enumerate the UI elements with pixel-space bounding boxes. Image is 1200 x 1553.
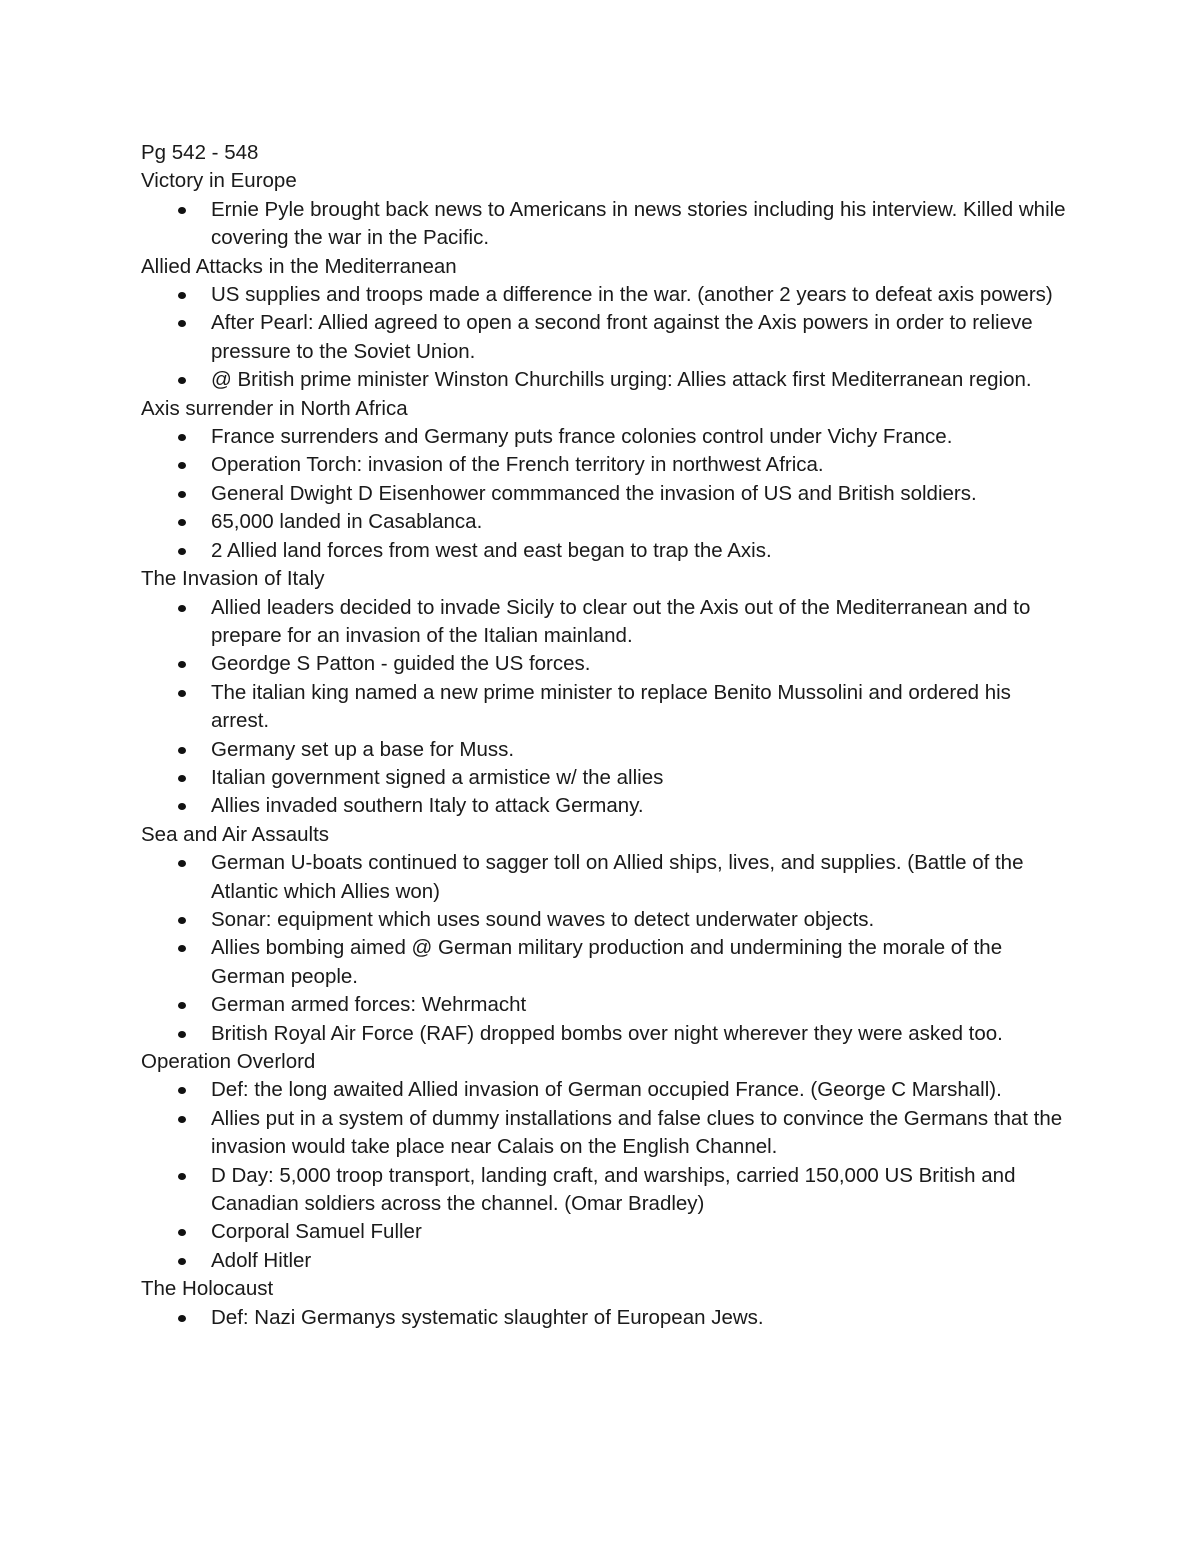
bullet-icon [178,1002,186,1009]
bullet-list [141,423,1071,565]
list-item: General Dwight D Eisenhower commmanced the invasion of US and British soldiers. [141,480,1071,508]
list-item: 65,000 landed in Casablanca. [141,508,1071,536]
list-item: Italian government signed a armistice w/ the allies [141,764,1071,792]
section-heading: Victory in Europe [141,169,297,193]
list-item: Allies invaded southern Italy to attack Germany. [141,792,1071,820]
section-allied-attacks-mediterranean [141,253,1071,395]
section-the-holocaust [141,1275,1071,1332]
section-heading: Operation Overlord [141,1050,316,1073]
bullet-list [141,594,1071,821]
list-item: German armed forces: Wehrmacht [141,991,1071,1019]
list-item: Germany set up a base for Muss. [141,736,1071,764]
bullet-icon [178,320,186,327]
list-item: Sonar: equipment which uses sound waves to detect underwater objects. [141,906,1071,934]
list-item: German U-boats continued to sagger toll on Allied ships, lives, and supplies. (Battle of the Atlantic which Allies won) [141,849,1071,906]
bullet-icon [178,860,186,867]
bullet-icon [178,519,186,526]
bullet-icon [178,1258,186,1265]
bullet-icon [178,1173,186,1180]
section-heading: The Holocaust [141,1277,274,1301]
bullet-icon [178,690,186,697]
bullet-icon [178,1229,186,1236]
list-item: France surrenders and Germany puts france colonies control under Vichy France. [141,423,1071,451]
bullet-icon [178,803,186,810]
list-item: Def: the long awaited Allied invasion of German occupied France. (George C Marshall). [141,1076,1071,1104]
section-heading: Allied Attacks in the Mediterranean [141,254,457,278]
bullet-icon [178,462,186,469]
bullet-icon [178,775,186,782]
section-operation-overlord [141,1048,1071,1275]
list-item: Allies put in a system of dummy installations and false clues to convince the Germans that the invasion would take place near Calais on the English Channel. [141,1105,1071,1162]
bullet-icon [178,207,186,214]
list-item: The italian king named a new prime minister to replace Benito Mussolini and ordered his arrest. [141,679,1071,736]
list-item: @ British prime minister Winston Churchills urging: Allies attack first Mediterranean region. [141,366,1071,394]
list-item: After Pearl: Allied agreed to open a second front against the Axis powers in order to relieve pressure to the Soviet Union. [141,309,1071,366]
list-item: Geordge S Patton - guided the US forces. [141,650,1071,678]
bullet-icon [178,945,186,952]
list-item: Ernie Pyle brought back news to Americans in news stories including his interview. Killed while covering the war in the Pacific. [141,196,1071,253]
section-sea-and-air-assaults [141,821,1071,1048]
document-page [141,139,1071,1332]
bullet-icon [178,661,186,668]
bullet-icon [178,1116,186,1123]
list-item: 2 Allied land forces from west and east began to trap the Axis. [141,537,1071,565]
list-item: Allies bombing aimed @ German military production and undermining the morale of the German people. [141,934,1071,991]
bullet-icon [178,292,186,299]
list-item: Allied leaders decided to invade Sicily to clear out the Axis out of the Mediterranean and to prepare for an invasion of the Italian mainland. [141,594,1071,651]
list-item: British Royal Air Force (RAF) dropped bombs over night wherever they were asked too. [141,1020,1071,1048]
list-item: Operation Torch: invasion of the French territory in northwest Africa. [141,451,1071,479]
list-item: D Day: 5,000 troop transport, landing craft, and warships, carried 150,000 US British and Canadian soldiers across the channel. (Omar Bradley) [141,1162,1071,1219]
bullet-icon [178,1315,186,1322]
bullet-list [141,1076,1071,1275]
page-reference: Pg 542 - 548 [141,141,259,164]
section-axis-surrender-north-africa [141,395,1071,565]
bullet-icon [178,434,186,441]
bullet-icon [178,747,186,754]
section-heading: Axis surrender in North Africa [141,396,408,420]
bullet-icon [178,1087,186,1094]
bullet-list [141,196,1071,253]
bullet-icon [178,377,186,384]
bullet-icon [178,917,186,924]
bullet-icon [178,491,186,498]
bullet-icon [178,605,186,612]
section-invasion-of-italy [141,565,1071,821]
list-item: Corporal Samuel Fuller [141,1218,1071,1246]
bullet-icon [178,548,186,555]
bullet-list [141,1304,1071,1332]
list-item: US supplies and troops made a difference in the war. (another 2 years to defeat axis powers) [141,281,1071,309]
list-item: Adolf Hitler [141,1247,1071,1275]
section-heading: Sea and Air Assaults [141,822,330,846]
bullet-list [141,281,1071,395]
bullet-icon [178,1031,186,1038]
section-victory-in-europe [141,167,1071,252]
bullet-list [141,849,1071,1048]
list-item: Def: Nazi Germanys systematic slaughter of European Jews. [141,1304,1071,1332]
section-heading: The Invasion of Italy [141,567,325,591]
